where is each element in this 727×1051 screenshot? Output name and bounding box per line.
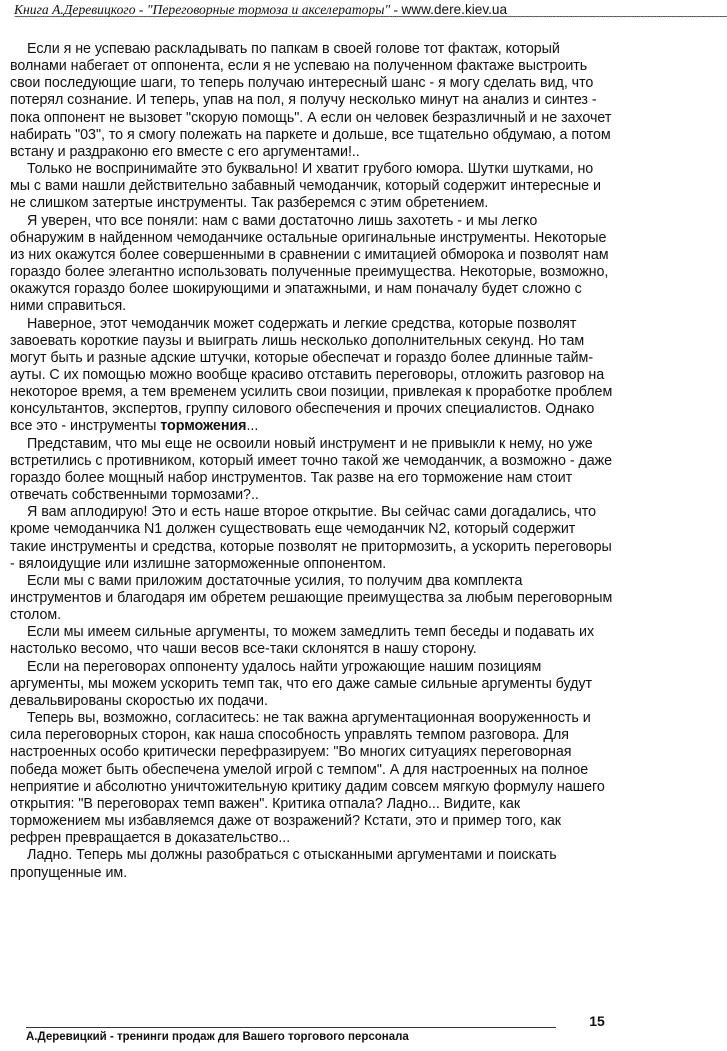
paragraph: Я вам аплодирую! Это и есть наше второе открытие. Вы сейчас сами догадались, что кроме чемоданчика N1 должен существовать еще чемоданчик N2, который содержит такие инструменты и средства, которые позволят не притормозить, а ускорить переговоры - вялоидущие или излишне заторможенные оппонентом. xyxy=(10,504,612,572)
website-link[interactable]: www.dere.kiev.ua xyxy=(401,2,508,17)
paragraph: Если мы имеем сильные аргументы, то можем замедлить темп беседы и подавать их настолько весомо, что чаши весов все-таки склонятся в нашу сторону. xyxy=(10,624,595,658)
paragraph-text: Наверное, этот чемоданчик может содержать и легкие средства, которые позволят завоевать короткие паузы и выиграть лишь несколько дополнительных секунд. Но там могут быть и разные адские штучки, которые обеспечат и гораздо более длинные тайм-ауты. С их помощью можно вообще красиво отставить переговоры, отложить разговор на некоторое время, а тем временем усилить свои позиции, привлекая к проработке проблем консультантов, экспертов, группу силового обеспечения и прочих специалистов. Однако все это - инструменты xyxy=(10,315,613,435)
paragraph: Ладно. Теперь мы должны разобраться с отысканными аргументами и поискать пропущенные им. xyxy=(10,847,557,881)
paragraph: Если на переговорах оппоненту удалось найти угрожающие нашим позициям аргументы, мы можем ускорить темп так, что его даже самые сильные аргументы будут девальвированы скоростью их подачи. xyxy=(10,658,592,709)
page-number: 15 xyxy=(589,1013,605,1029)
body-text xyxy=(10,41,614,882)
paragraph: Если я не успеваю раскладывать по папкам в своей голове тот фактаж, который волнами набегает от оппонента, если я не успеваю на полученном фактаже выстроить свои последующие шаги, то теперь получаю интересный шанс - я могу сделать вид, что потерял сознание. И теперь, упав на пол, я получу несколько минут на анализ и синтез - пока оппонент не вызовет "скорую помощь". А если он человек безразличный и не захочет набирать "03", то я смогу полежать на паркете и дольше, все тщательно обдумаю, а потом встану и раздраконю его вместе с его аргументами!.. xyxy=(10,41,612,160)
paragraph: Если мы с вами приложим достаточные усилия, то получим два комплекта инструментов и благодаря им обретем решающие преимущества за любым переговорным столом. xyxy=(10,572,613,624)
paragraph: Только не воспринимайте это буквально! И хватит грубого юмора. Шутки шутками, но мы с вами нашли действительно забавный чемоданчик, который содержит интересные и не слишком затертые инструменты. Так разберемся с этим обретением. xyxy=(10,161,601,212)
paragraph xyxy=(10,316,614,436)
book-title: Книга А.Деревицкого - "Переговорные тормоза и акселераторы" - xyxy=(14,2,402,17)
paragraph: Представим, что мы еще не освоили новый инструмент и не привыкли к нему, но уже встретились с противником, который имеет точно такой же чемоданчик, а возможно - даже гораздо более мощный набор инструментов. Так разве на его торможение нам стоит отвечать собственными тормозами?.. xyxy=(10,435,613,504)
ellipsis: ... xyxy=(246,418,259,435)
bold-term: торможения xyxy=(160,418,247,435)
paragraph: Теперь вы, возможно, согласитесь: не так важна аргументационная вооруженность и сила переговорных сторон, как наша способность управлять темпом разговора. Для настроенных особо критически перефразируем: "Во многих ситуациях переговорная победа может быть обеспечена умелой игрой с темпом". А для настроенных на полное неприятие и абсолютно уничтожительную критику дадим совсем мягкую формулу нашего открытия: "В переговорах темп важен". Критика отпала? Ладно... Видите, как торможением мы избавляемся даже от возражений? Кстати, это и пример того, как рефрен превращается в доказательство... xyxy=(10,710,605,847)
paragraph: Я уверен, что все поняли: нам с вами достаточно лишь захотеть - и мы легко обнаружим в найденном чемоданчике остальные оригинальные инструменты. Некоторые из них окажутся более совершенными в сравнении с имитацией обморока и позволят нам гораздо более элегантно использовать полученные преимущества. Некоторые, возможно, окажутся гораздо более шокирующими и эпатажными, и нам поначалу будет сложно с ними справиться. xyxy=(10,212,609,315)
header-tilde-rule: ~~~~~~~~~~~~~~~~~~~~~~~~~~~~~~~~~~~~~~~~~~~~~~~~~~~~~~~~~~~~~~~~~~~~~~~~~~~~~~~~~~~~~~~~~~~~~~~~~~~~~~~~~~~~~~~~~~~~~~~~~~~~~~~~~~~~~~~~~~~~~~~~~~~~~~~~~~~~~~~~~~ xyxy=(14,13,727,24)
page-footer: А.Деревицкий - тренинги продаж для Вашего торгового персонала xyxy=(26,1031,409,1043)
footer-divider xyxy=(26,1027,556,1028)
